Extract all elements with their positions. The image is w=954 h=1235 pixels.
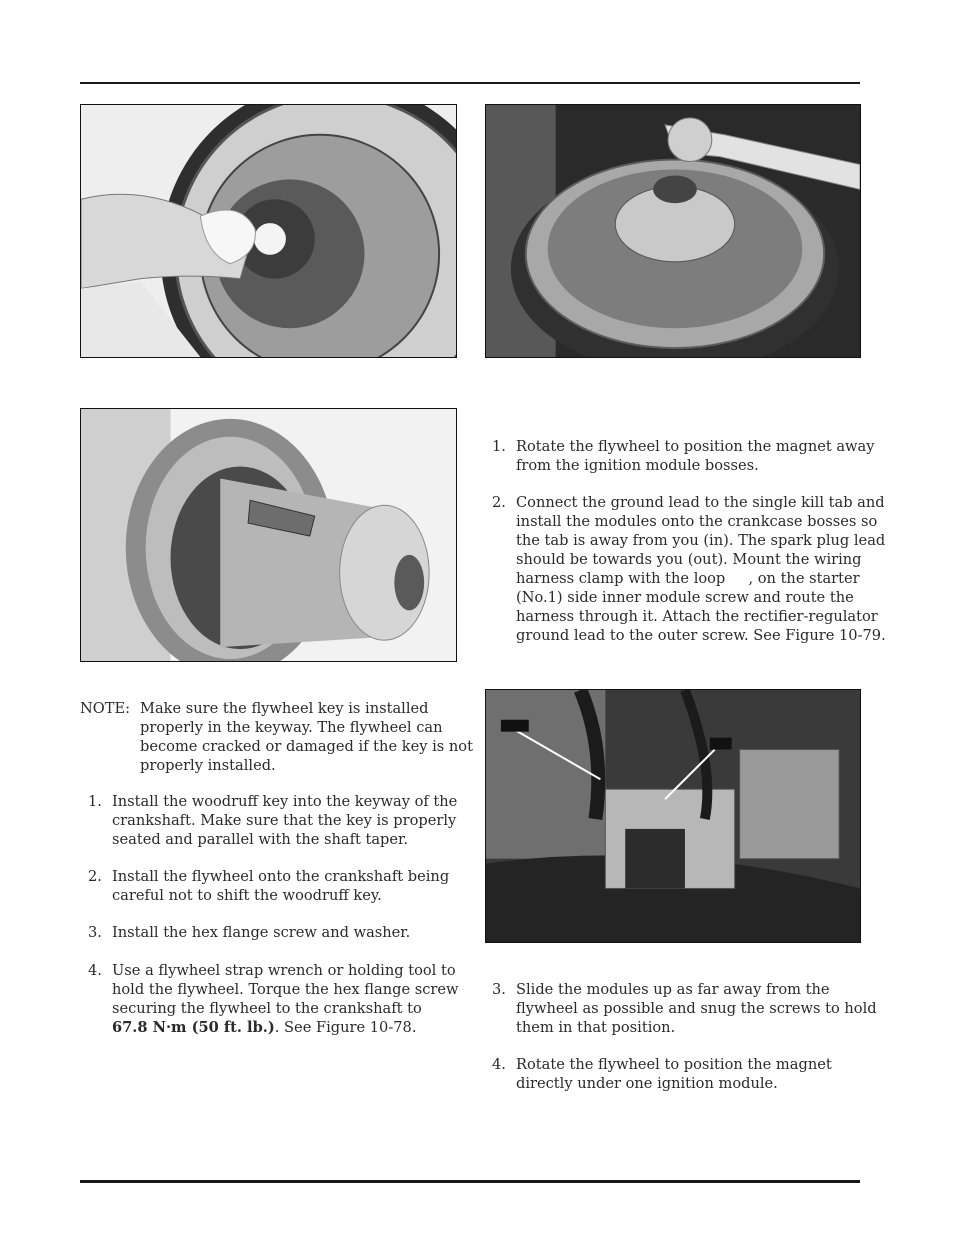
step-line: seated and parallel with the shaft taper.	[112, 831, 409, 848]
torque-value: 67.8 N·m (50 ft. lb.)	[112, 1019, 275, 1036]
note-line: properly installed.	[140, 757, 276, 774]
step-line: hold the flywheel. Torque the hex flange screw	[112, 981, 459, 998]
footer-rule	[80, 1180, 860, 1183]
left-step-3	[88, 923, 458, 943]
step-number: 2.	[492, 494, 506, 511]
step-line: harness through it. Attach the rectifier-regulator	[516, 608, 878, 625]
right-step-1	[492, 437, 875, 477]
step-number: 2.	[88, 868, 102, 885]
step-line: flywheel as possible and snug the screws to hold	[516, 1000, 877, 1017]
note-line: become cracked or damaged if the key is not	[140, 738, 473, 755]
step-line: careful not to shift the woodruff key.	[112, 887, 382, 904]
left-step-2	[88, 867, 458, 907]
step-line: Install the flywheel onto the crankshaft being	[112, 868, 450, 885]
step-line: from the ignition module bosses.	[516, 457, 759, 474]
photo-ignition-module	[485, 689, 861, 943]
step-line: Install the woodruff key into the keyway of the	[112, 793, 458, 810]
torque-tail: . See Figure 10-78.	[274, 1019, 417, 1036]
right-step-2	[492, 493, 886, 648]
photo-flywheel-cleaning	[80, 104, 457, 358]
step-line: Install the hex flange screw and washer.	[112, 924, 411, 941]
left-step-4	[88, 961, 458, 1041]
step-number: 4.	[88, 962, 102, 979]
photo-crankshaft-key	[80, 408, 457, 662]
step-line: directly under one ignition module.	[516, 1075, 778, 1092]
step-line: install the modules onto the crankcase bosses so	[516, 513, 878, 530]
step-line: crankshaft. Make sure that the key is properly	[112, 812, 457, 829]
step-line-torque	[112, 1018, 459, 1037]
step-line: Slide the modules up as far away from the	[516, 981, 830, 998]
step-line: securing the flywheel to the crankshaft to	[112, 1000, 422, 1017]
note-line: properly in the keyway. The flywheel can	[140, 719, 443, 736]
note-block	[80, 699, 473, 779]
step-line: Connect the ground lead to the single kill tab and	[516, 494, 885, 511]
right-step-3	[492, 980, 877, 1040]
right-step-4	[492, 1055, 862, 1095]
step-line: Rotate the flywheel to position the magnet away	[516, 438, 875, 455]
step-line: should be towards you (out). Mount the wiring	[516, 551, 862, 568]
step-line: Use a flywheel strap wrench or holding tool to	[112, 962, 456, 979]
step-number: 3.	[88, 924, 102, 941]
step-line: them in that position.	[516, 1019, 676, 1036]
step-line: ground lead to the outer screw. See Figure 10-79.	[516, 627, 886, 644]
step-line: (No.1) side inner module screw and route the	[516, 589, 854, 606]
step-number: 1.	[492, 438, 506, 455]
note-label: NOTE:	[80, 700, 131, 717]
header-rule	[80, 82, 860, 84]
step-number: 3.	[492, 981, 506, 998]
left-step-1	[88, 792, 458, 852]
step-number: 1.	[88, 793, 102, 810]
step-line: harness clamp with the loop , on the starter	[516, 570, 860, 587]
step-line: the tab is away from you (in). The spark plug lead	[516, 532, 886, 549]
photo-torque-wrench	[485, 104, 861, 358]
step-number: 4.	[492, 1056, 506, 1073]
step-line: Rotate the flywheel to position the magnet	[516, 1056, 832, 1073]
note-line: Make sure the flywheel key is installed	[140, 700, 429, 717]
